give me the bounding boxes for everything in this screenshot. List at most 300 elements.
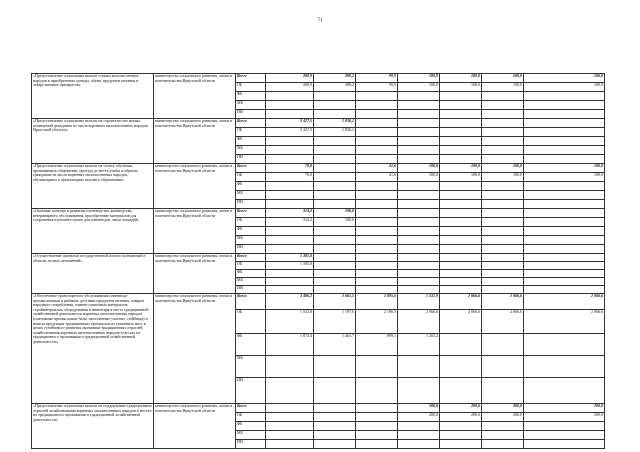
amount-cell — [482, 356, 524, 378]
amount-cell: 200,0 — [398, 413, 440, 422]
amount-cell — [440, 286, 482, 294]
funding-source-cell: ОБ — [236, 413, 266, 422]
amount-cell — [482, 227, 524, 236]
amount-cell — [440, 92, 482, 101]
amount-cell — [314, 200, 356, 209]
amount-cell — [266, 110, 314, 119]
amount-cell: 200,0 — [524, 413, 605, 422]
funding-source-cell: ИИ — [236, 155, 266, 164]
amount-cell — [266, 404, 314, 413]
amount-cell: 2 066,6 — [524, 294, 605, 310]
amount-cell — [398, 137, 440, 146]
funding-source-cell: МБ — [236, 146, 266, 155]
amount-cell — [482, 128, 524, 137]
amount-cell — [314, 164, 356, 173]
amount-cell — [356, 218, 398, 227]
amount-cell — [356, 182, 398, 191]
amount-cell — [440, 262, 482, 270]
amount-cell — [524, 137, 605, 146]
amount-cell — [482, 119, 524, 128]
amount-cell — [314, 278, 356, 286]
amount-cell — [524, 422, 605, 431]
amount-cell — [314, 92, 356, 101]
amount-cell — [266, 431, 314, 440]
amount-cell — [314, 245, 356, 254]
funding-source-cell: Всего — [236, 119, 266, 128]
amount-cell: 308,2 — [314, 74, 356, 83]
amount-cell — [266, 227, 314, 236]
amount-cell — [398, 92, 440, 101]
amount-cell — [266, 245, 314, 254]
amount-cell: 100,0 — [314, 209, 356, 218]
table-row — [32, 294, 605, 310]
amount-cell — [356, 119, 398, 128]
amount-cell: 99,9 — [356, 74, 398, 83]
amount-cell: 200,0 — [398, 404, 440, 413]
amount-cell: 308,2 — [314, 83, 356, 92]
amount-cell — [314, 254, 356, 262]
table-row — [32, 209, 605, 218]
amount-cell — [398, 262, 440, 270]
amount-cell — [524, 191, 605, 200]
amount-cell — [266, 191, 314, 200]
amount-cell — [398, 209, 440, 218]
amount-cell — [482, 236, 524, 245]
table-body — [32, 74, 605, 449]
funding-source-cell: ФБ — [236, 270, 266, 278]
amount-cell: 2 066,6 — [398, 310, 440, 334]
amount-cell — [440, 245, 482, 254]
responsible-executor-cell: министерство социального развития, опеки и попечительства Иркутской области — [154, 164, 236, 209]
amount-cell — [482, 334, 524, 356]
amount-cell — [398, 227, 440, 236]
amount-cell — [440, 278, 482, 286]
amount-cell: 99,9 — [356, 83, 398, 92]
amount-cell: 2 066,6 — [482, 310, 524, 334]
amount-cell — [398, 128, 440, 137]
amount-cell: 100,0 — [440, 164, 482, 173]
table-row — [32, 164, 605, 173]
amount-cell: 100,0 — [440, 74, 482, 83]
amount-cell — [356, 209, 398, 218]
amount-cell — [524, 155, 605, 164]
amount-cell — [266, 440, 314, 449]
amount-cell — [482, 182, 524, 191]
funding-source-cell: ИИ — [236, 378, 266, 404]
amount-cell — [356, 413, 398, 422]
amount-cell — [440, 431, 482, 440]
amount-cell — [398, 254, 440, 262]
amount-cell: 1 305,0 — [266, 262, 314, 270]
amount-cell: 100,0 — [524, 173, 605, 182]
amount-cell — [266, 101, 314, 110]
amount-cell — [524, 286, 605, 294]
funding-source-cell: ОБ — [236, 173, 266, 182]
amount-cell — [314, 227, 356, 236]
amount-cell — [440, 101, 482, 110]
amount-cell — [314, 110, 356, 119]
amount-cell: 3 427,5 — [266, 119, 314, 128]
funding-source-cell: МБ — [236, 101, 266, 110]
responsible-executor-cell: министерство социального развития, опеки и попечительства Иркутской области — [154, 119, 236, 164]
amount-cell: 899,1 — [356, 334, 398, 356]
amount-cell — [482, 431, 524, 440]
amount-cell — [356, 137, 398, 146]
page-number: 71 — [317, 18, 323, 23]
amount-cell — [398, 245, 440, 254]
amount-cell — [524, 110, 605, 119]
amount-cell: 2 661,5 — [314, 294, 356, 310]
activity-name-cell: «Предоставление социальных выплат семьям малочисленных народов в приобретении одежды, обуви, продуктов питания и лекарственных препаратов» — [32, 74, 154, 119]
amount-cell — [266, 146, 314, 155]
amount-cell — [314, 270, 356, 278]
amount-cell — [482, 146, 524, 155]
amount-cell — [356, 404, 398, 413]
amount-cell: 2 196,5 — [356, 310, 398, 334]
amount-cell: 200,0 — [524, 404, 605, 413]
amount-cell — [398, 236, 440, 245]
amount-cell — [524, 101, 605, 110]
amount-cell — [356, 236, 398, 245]
amount-cell: 100,0 — [524, 164, 605, 173]
amount-cell: 100,0 — [482, 74, 524, 83]
amount-cell: 208,9 — [266, 83, 314, 92]
amount-cell — [524, 254, 605, 262]
amount-cell — [398, 270, 440, 278]
amount-cell — [482, 155, 524, 164]
amount-cell: 2 066,6 — [482, 294, 524, 310]
activity-name-cell: «Предоставление социальных выплат на поддержание традиционных отраслей хозяйствования коренных малочисленных народов в местах их традиционного проживания и традиционной хозяйственной деятельности» — [32, 404, 154, 449]
responsible-executor-cell: министерство социального развития, опеки и попечительства Иркутской области — [154, 254, 236, 294]
amount-cell — [524, 356, 605, 378]
amount-cell — [266, 182, 314, 191]
amount-cell — [524, 440, 605, 449]
funding-source-cell: МБ — [236, 356, 266, 378]
funding-source-cell: МБ — [236, 278, 266, 286]
amount-cell — [524, 182, 605, 191]
table-row — [32, 254, 605, 262]
amount-cell — [482, 92, 524, 101]
amount-cell — [398, 191, 440, 200]
amount-cell — [356, 245, 398, 254]
activity-name-cell: «Обеспечение транспортного обслуживания оленеводо-промысловиков и рыбаков, доставки продуктов питания, товаров народного потребления, горюче-смазочных материалов, стройматериалов, оборудования и инвентаря в места традиционной хозяйственной деятельности коренных малочисленных народов (платежные промысловые базы, затопленные участки, стойбища) и вывоза продукции традиционных промыслов из указанных мест в целях устойчивого развития экономики традиционных отраслей хозяйствования коренных малочисленных народов в местах их традиционного проживания и традиционной хозяйственной деятельности» — [32, 294, 154, 404]
amount-cell: 1 305,0 — [266, 254, 314, 262]
activity-name-cell: «Предоставление социальных выплат на строительство жилых помещений гражданам из числа коренных малочисленных народов Иркутской области» — [32, 119, 154, 164]
amount-cell — [482, 440, 524, 449]
amount-cell — [314, 137, 356, 146]
amount-cell — [266, 378, 314, 404]
amount-cell — [440, 110, 482, 119]
amount-cell — [356, 110, 398, 119]
amount-cell: 1 836,1 — [314, 128, 356, 137]
amount-cell — [356, 227, 398, 236]
amount-cell — [482, 209, 524, 218]
amount-cell — [440, 119, 482, 128]
amount-cell — [398, 218, 440, 227]
amount-cell — [314, 431, 356, 440]
amount-cell: 200,0 — [440, 404, 482, 413]
amount-cell — [440, 155, 482, 164]
amount-cell — [482, 422, 524, 431]
funding-source-cell: Всего — [236, 74, 266, 83]
amount-cell — [440, 218, 482, 227]
amount-cell — [266, 270, 314, 278]
amount-cell: 3 406,2 — [266, 294, 314, 310]
amount-cell — [266, 286, 314, 294]
funding-source-cell: Всего — [236, 404, 266, 413]
amount-cell — [398, 431, 440, 440]
amount-cell — [314, 236, 356, 245]
amount-cell: 200,0 — [482, 413, 524, 422]
amount-cell: 70,0 — [266, 164, 314, 173]
amount-cell: 100,0 — [524, 83, 605, 92]
amount-cell: 1 463,7 — [314, 334, 356, 356]
amount-cell — [482, 110, 524, 119]
amount-cell: 2 066,6 — [524, 310, 605, 334]
amount-cell: 1 532,8 — [266, 310, 314, 334]
amount-cell — [482, 137, 524, 146]
amount-cell: 100,0 — [398, 173, 440, 182]
amount-cell — [314, 262, 356, 270]
amount-cell — [524, 262, 605, 270]
amount-cell — [524, 334, 605, 356]
amount-cell — [524, 146, 605, 155]
amount-cell — [356, 422, 398, 431]
amount-cell — [314, 413, 356, 422]
funding-source-cell: МБ — [236, 431, 266, 440]
responsible-executor-cell: министерство социального развития, опеки и попечительства Иркутской области — [154, 294, 236, 404]
amount-cell — [482, 262, 524, 270]
amount-cell: 100,0 — [314, 218, 356, 227]
amount-cell — [314, 191, 356, 200]
amount-cell — [314, 404, 356, 413]
funding-source-cell: ОБ — [236, 83, 266, 92]
amount-cell: 41,6 — [356, 173, 398, 182]
amount-cell — [440, 227, 482, 236]
amount-cell — [356, 440, 398, 449]
amount-cell — [482, 254, 524, 262]
amount-cell — [524, 119, 605, 128]
funding-source-cell: ИИ — [236, 200, 266, 209]
amount-cell — [356, 128, 398, 137]
amount-cell — [266, 278, 314, 286]
table-row — [32, 74, 605, 83]
amount-cell — [482, 245, 524, 254]
table-row — [32, 119, 605, 128]
amount-cell — [356, 155, 398, 164]
amount-cell — [314, 146, 356, 155]
amount-cell — [398, 422, 440, 431]
amount-cell — [398, 110, 440, 119]
amount-cell — [314, 422, 356, 431]
amount-cell — [440, 191, 482, 200]
funding-source-cell: ФБ — [236, 334, 266, 356]
funding-source-cell: ОБ — [236, 310, 266, 334]
amount-cell — [398, 278, 440, 286]
responsible-executor-cell: министерство социального развития, опеки и попечительства Иркутской области — [154, 404, 236, 449]
funding-source-cell: ФБ — [236, 92, 266, 101]
funding-source-cell: ФБ — [236, 182, 266, 191]
amount-cell — [356, 431, 398, 440]
amount-cell — [398, 155, 440, 164]
amount-cell — [314, 182, 356, 191]
amount-cell: 314,2 — [266, 218, 314, 227]
amount-cell — [482, 378, 524, 404]
amount-cell — [314, 155, 356, 164]
program-table — [31, 73, 605, 449]
amount-cell — [266, 200, 314, 209]
amount-cell — [440, 209, 482, 218]
amount-cell — [440, 146, 482, 155]
amount-cell — [482, 101, 524, 110]
amount-cell: 1 265,2 — [398, 334, 440, 356]
amount-cell — [356, 146, 398, 155]
amount-cell: 100,0 — [398, 83, 440, 92]
amount-cell — [524, 378, 605, 404]
amount-cell — [524, 278, 605, 286]
amount-cell — [482, 218, 524, 227]
amount-cell — [398, 356, 440, 378]
funding-source-cell: ИИ — [236, 440, 266, 449]
amount-cell — [524, 200, 605, 209]
amount-cell — [482, 191, 524, 200]
funding-source-cell: Всего — [236, 294, 266, 310]
funding-source-cell: ОБ — [236, 128, 266, 137]
amount-cell — [266, 92, 314, 101]
amount-cell — [356, 286, 398, 294]
amount-cell: 208,9 — [266, 74, 314, 83]
amount-cell: 100,0 — [440, 173, 482, 182]
amount-cell — [482, 270, 524, 278]
amount-cell — [266, 236, 314, 245]
amount-cell — [524, 128, 605, 137]
amount-cell: 1 331,9 — [398, 294, 440, 310]
amount-cell — [398, 146, 440, 155]
amount-cell — [266, 137, 314, 146]
amount-cell — [314, 101, 356, 110]
amount-cell: 2 066,6 — [440, 294, 482, 310]
amount-cell — [356, 101, 398, 110]
amount-cell: 100,0 — [398, 74, 440, 83]
amount-cell — [440, 422, 482, 431]
amount-cell — [398, 286, 440, 294]
funding-source-cell: ФБ — [236, 227, 266, 236]
activity-name-cell: «Предоставление социальных выплат на оплату обучения, проживания в общежитии, проезда до места учебы и обратно гражданам из числа коренных малочисленных народов, обучающимся в организациях высшего образования» — [32, 164, 154, 209]
amount-cell — [398, 182, 440, 191]
funding-source-cell: ОБ — [236, 218, 266, 227]
amount-cell — [356, 254, 398, 262]
amount-cell — [440, 200, 482, 209]
amount-cell — [524, 270, 605, 278]
amount-cell — [356, 278, 398, 286]
amount-cell — [440, 254, 482, 262]
amount-cell — [440, 440, 482, 449]
amount-cell: 1 095,6 — [356, 294, 398, 310]
amount-cell — [440, 378, 482, 404]
amount-cell — [266, 413, 314, 422]
amount-cell — [314, 173, 356, 182]
funding-source-cell: ИИ — [236, 245, 266, 254]
amount-cell — [356, 92, 398, 101]
funding-source-cell: МБ — [236, 236, 266, 245]
amount-cell: 314,2 — [266, 209, 314, 218]
amount-cell — [266, 356, 314, 378]
amount-cell — [314, 378, 356, 404]
activity-name-cell: «Осуществление органами государственной власти полномочий в области лесных отношений» — [32, 254, 154, 294]
funding-source-cell: ОБ — [236, 262, 266, 270]
activity-name-cell: «Оказание помощи в развитии оленеводства, коневодства, ветеринарного обслуживания, приобретение материалов для сооружения и ремонта чумов для оленеводов, закуп лошадей» — [32, 209, 154, 254]
table-row — [32, 404, 605, 413]
amount-cell — [482, 200, 524, 209]
funding-source-cell: МБ — [236, 191, 266, 200]
amount-cell — [314, 440, 356, 449]
amount-cell — [398, 119, 440, 128]
amount-cell: 100,0 — [482, 83, 524, 92]
amount-cell — [398, 101, 440, 110]
amount-cell — [266, 422, 314, 431]
amount-cell: 70,0 — [266, 173, 314, 182]
funding-source-cell: ИИ — [236, 110, 266, 119]
responsible-executor-cell: министерство социального развития, опеки и попечительства Иркутской области — [154, 209, 236, 254]
amount-cell — [356, 191, 398, 200]
amount-cell — [524, 245, 605, 254]
amount-cell — [440, 182, 482, 191]
funding-source-cell: ФБ — [236, 137, 266, 146]
amount-cell — [482, 278, 524, 286]
amount-cell — [356, 270, 398, 278]
amount-cell — [440, 356, 482, 378]
amount-cell — [356, 378, 398, 404]
amount-cell — [440, 137, 482, 146]
funding-source-cell: Всего — [236, 254, 266, 262]
amount-cell — [524, 431, 605, 440]
amount-cell — [398, 378, 440, 404]
amount-cell: 3 427,5 — [266, 128, 314, 137]
amount-cell: 1 873,4 — [266, 334, 314, 356]
amount-cell — [524, 227, 605, 236]
amount-cell — [482, 286, 524, 294]
amount-cell: 2 066,6 — [440, 310, 482, 334]
amount-cell: 200,0 — [482, 404, 524, 413]
amount-cell: 1 836,1 — [314, 119, 356, 128]
amount-cell — [440, 236, 482, 245]
responsible-executor-cell: министерство социального развития, опеки и попечительства Иркутской области — [154, 74, 236, 119]
funding-source-cell: ФБ — [236, 422, 266, 431]
amount-cell: 41,6 — [356, 164, 398, 173]
amount-cell — [356, 262, 398, 270]
amount-cell: 200,0 — [440, 413, 482, 422]
amount-cell: 100,0 — [524, 74, 605, 83]
amount-cell: 100,0 — [398, 164, 440, 173]
amount-cell — [266, 155, 314, 164]
amount-cell — [524, 209, 605, 218]
amount-cell — [398, 440, 440, 449]
amount-cell — [314, 356, 356, 378]
amount-cell — [440, 128, 482, 137]
amount-cell — [398, 200, 440, 209]
amount-cell — [524, 92, 605, 101]
amount-cell: 100,0 — [440, 83, 482, 92]
amount-cell — [314, 286, 356, 294]
funding-source-cell: Всего — [236, 209, 266, 218]
amount-cell: 100,0 — [482, 164, 524, 173]
amount-cell — [356, 356, 398, 378]
amount-cell — [524, 236, 605, 245]
funding-source-cell: Всего — [236, 164, 266, 173]
amount-cell — [524, 218, 605, 227]
amount-cell — [440, 270, 482, 278]
amount-cell — [440, 334, 482, 356]
